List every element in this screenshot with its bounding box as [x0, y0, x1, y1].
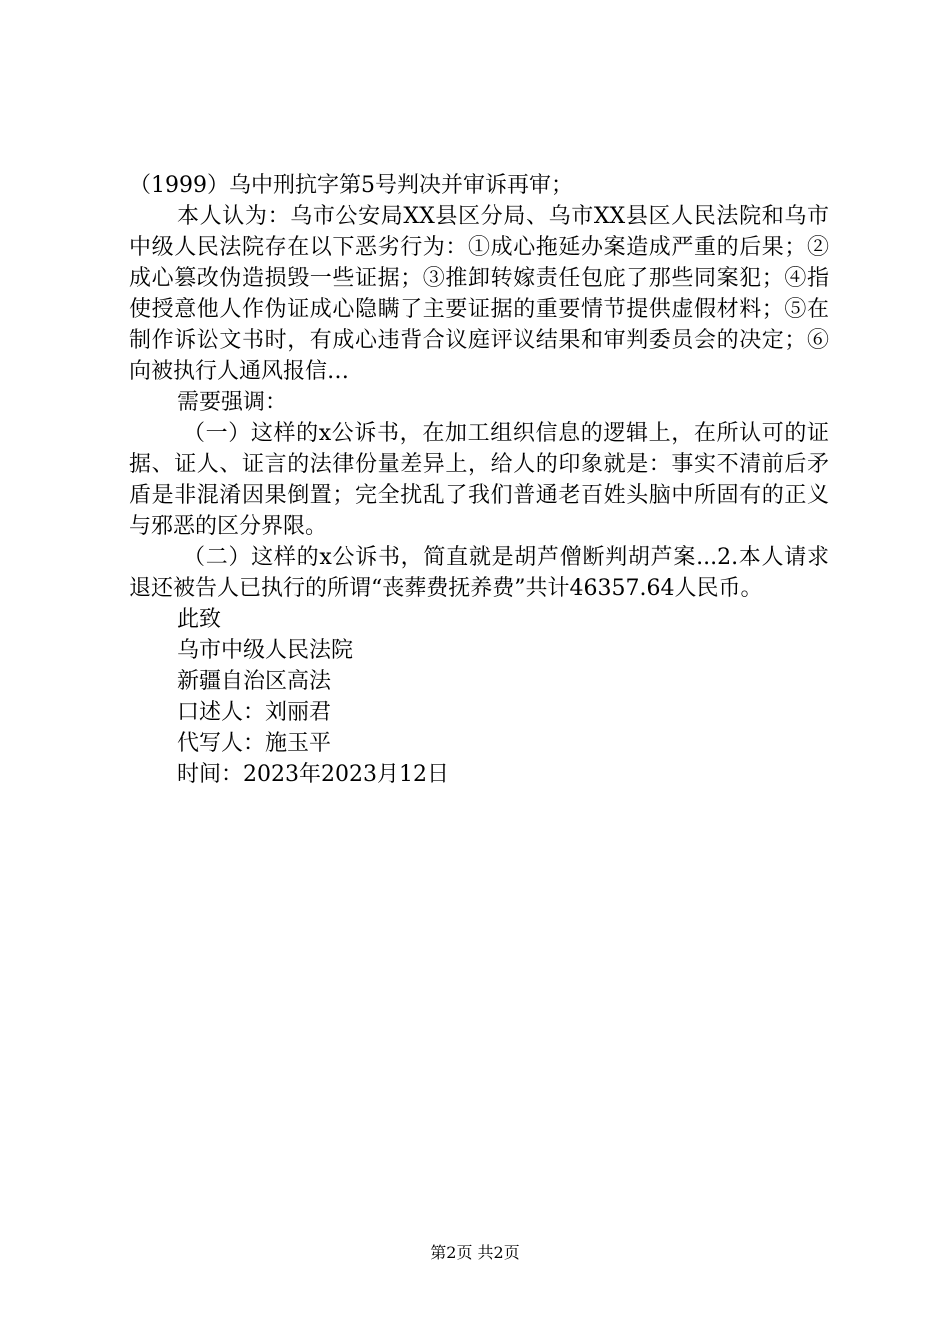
closing-recipient-2: 新疆自治区高法 — [177, 669, 332, 694]
paragraph-misconduct-list: 本人认为：乌市公安局XX县区分局、乌市XX县区人民法院和乌市中级人民法院存在以下恶劣行为：①成心拖延办案造成严重的后果；②成心篡改伪造损毁一些证据；③推卸转嫁责任包庇了那些同案犯；④指使授意他人作伪证成心隐瞒了主要证据的重要情节提供虚假材料；⑤在制作诉讼文书时，有成心违背合议庭评议结果和审判委员会的决定；⑥向被执行人通风报信… — [129, 204, 829, 384]
closing-dictated-by: 口述人：刘丽君 — [177, 700, 332, 725]
page-footer — [0, 1243, 950, 1263]
paragraph-point-one: （一）这样的x公诉书，在加工组织信息的逻辑上，在所认可的证据、证人、证言的法律份量差异上，给人的印象就是：事实不清前后矛盾是非混淆因果倒置；完全扰乱了我们普通老百姓头脑中所固有的正义与邪恶的区分界限。 — [129, 421, 829, 539]
page-number: 第2页 共2页 — [430, 1243, 520, 1262]
paragraph-case-reference: （1999）乌中刑抗字第5号判决并审诉再审； — [129, 173, 573, 198]
paragraph-point-two: （二）这样的x公诉书，简直就是胡芦僧断判胡芦案...2.本人请求退还被告人已执行的所谓“丧葬费抚养费”共计46357.64人民币。 — [129, 545, 829, 601]
closing-date: 时间：2023年2023月12日 — [177, 762, 449, 787]
document-body — [129, 170, 829, 790]
closing-written-by: 代写人：施玉平 — [177, 731, 332, 756]
closing-recipient-1: 乌市中级人民法院 — [177, 638, 354, 663]
closing-salutation: 此致 — [177, 607, 222, 632]
paragraph-emphasis-heading: 需要强调： — [177, 390, 288, 415]
